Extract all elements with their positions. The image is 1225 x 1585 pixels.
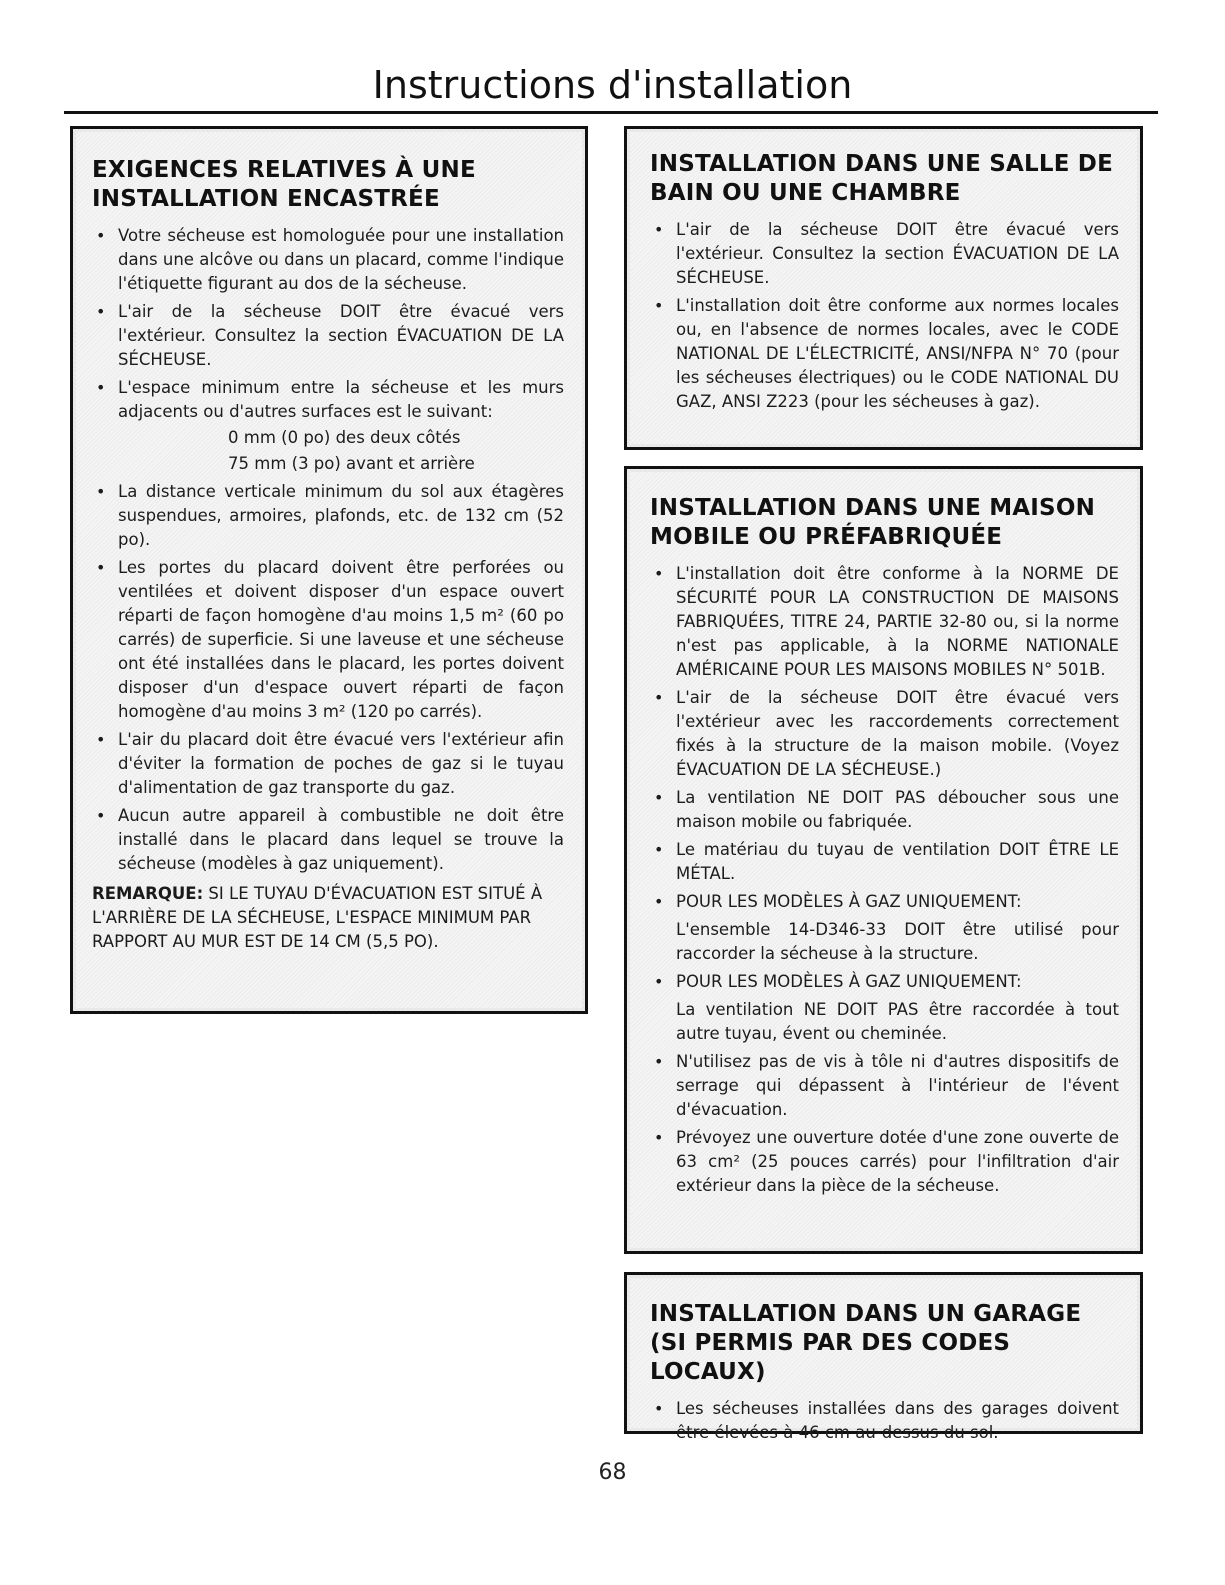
remark-note (92, 882, 564, 954)
garage-list (650, 1397, 1119, 1445)
page-title: Instructions d'installation (372, 63, 853, 107)
garage-heading: INSTALLATION DANS UN GARAGE (SI PERMIS PAR DES CODES LOCAUX) (650, 1301, 1082, 1385)
bullet-icon: • (96, 378, 106, 397)
bullet-icon: • (654, 220, 664, 239)
bullet-icon: • (96, 558, 106, 577)
garage-installation-box (624, 1272, 1143, 1442)
built-in-requirements-box (70, 126, 588, 1014)
built-in-heading: EXIGENCES RELATIVES À UNE INSTALLATION ENCASTRÉE (92, 157, 476, 212)
gas-note-1: L'ensemble 14-D346-33 DOIT être utilisé pour raccorder la sécheuse à la structure. (676, 920, 1119, 963)
gas-note-2: La ventilation NE DOIT PAS être raccordée à tout autre tuyau, évent ou cheminée. (676, 1000, 1119, 1043)
list-item: • L'air de la sécheuse DOIT être évacué vers l'extérieur. Consultez la section ÉVACUATION DE LA SÉCHEUSE. (654, 220, 1119, 287)
list-item: • Le matériau du tuyau de ventilation DOIT ÊTRE LE MÉTAL. (654, 840, 1119, 883)
bullet-icon: • (96, 730, 106, 749)
bullet-icon: • (654, 1128, 664, 1147)
bullet-icon: • (96, 806, 106, 825)
bullet-icon: • (96, 226, 106, 245)
list-item: • L'air de la sécheuse DOIT être évacué vers l'extérieur. Consultez la section ÉVACUATION DE LA SÉCHEUSE. (96, 302, 564, 369)
bullet-icon: • (654, 840, 664, 859)
mobile-home-installation-box (624, 466, 1143, 1254)
list-item: • L'air de la sécheuse DOIT être évacué vers l'extérieur avec les raccordements correctement fixés à la structure de la maison mobile. (Voyez ÉVACUATION DE LA SÉCHEUSE.) (654, 688, 1119, 779)
list-item: • L'air du placard doit être évacué vers l'extérieur afin d'éviter la formation de poches de gaz si le tuyau d'alimentation de gaz transporte du gaz. (96, 730, 564, 797)
title-divider (64, 111, 1158, 114)
built-in-list (92, 224, 564, 876)
list-item: • L'installation doit être conforme aux normes locales ou, en l'absence de normes locales, avec le CODE NATIONAL DE L'ÉLECTRICITÉ, ANSI/NFPA N° 70 (pour les sécheuses électriques) ou le CODE NATIONAL DU GAZ, ANSI Z223 (pour les sécheuses à gaz). (654, 296, 1119, 411)
bullet-icon: • (96, 482, 106, 501)
mobile-home-heading: INSTALLATION DANS UNE MAISON MOBILE OU PRÉFABRIQUÉE (650, 495, 1096, 550)
spacing-sides: 0 mm (0 po) des deux côtés (228, 428, 461, 447)
bathroom-heading: INSTALLATION DANS UNE SALLE DE BAIN OU UNE CHAMBRE (650, 151, 1114, 206)
bathroom-installation-box (624, 126, 1143, 450)
list-item: • La ventilation NE DOIT PAS déboucher sous une maison mobile ou fabriquée. (654, 788, 1119, 831)
list-item: • N'utilisez pas de vis à tôle ni d'autres dispositifs de serrage qui dépassent à l'intérieur de l'évent d'évacuation. (654, 1052, 1119, 1119)
list-item: • POUR LES MODÈLES À GAZ UNIQUEMENT: La ventilation NE DOIT PAS être raccordée à tout autre tuyau, évent ou cheminée. (650, 970, 1119, 1046)
mobile-home-list (650, 562, 1119, 1198)
bullet-icon: • (654, 1399, 664, 1418)
list-item: • Prévoyez une ouverture dotée d'une zone ouverte de 63 cm² (25 pouces carrés) pour l'infiltration d'air extérieur dans la pièce de la sécheuse. (654, 1128, 1119, 1195)
list-item: • L'espace minimum entre la sécheuse et les murs adjacents ou d'autres surfaces est le suivant: 0 mm (0 po) des deux côtés 75 mm (3 po) avant et arrière (92, 376, 564, 476)
remark-text: SI LE TUYAU D'ÉVACUATION EST SITUÉ À L'ARRIÈRE DE LA SÉCHEUSE, L'ESPACE MINIMUM PAR RAPPORT AU MUR EST DE 14 CM (5,5 PO). (92, 884, 543, 951)
bullet-icon: • (96, 302, 106, 321)
page-number: 68 (598, 1460, 627, 1485)
bullet-icon: • (654, 296, 664, 315)
bathroom-list (650, 218, 1119, 414)
list-item: • Votre sécheuse est homologuée pour une installation dans une alcôve ou dans un placard, comme l'indique l'étiquette figurant au dos de la sécheuse. (96, 226, 564, 293)
list-item: • L'installation doit être conforme à la NORME DE SÉCURITÉ POUR LA CONSTRUCTION DE MAISONS FABRIQUÉES, TITRE 24, PARTIE 32-80 ou, si la norme n'est pas applicable, à la NORME NATIONALE AMÉRICAINE POUR LES MAISONS MOBILES N° 501B. (654, 564, 1119, 679)
list-item: • La distance verticale minimum du sol aux étagères suspendues, armoires, plafonds, etc. de 132 cm (52 po). (96, 482, 564, 549)
bullet-icon: • (654, 788, 664, 807)
bullet-icon: • (654, 972, 664, 991)
bullet-icon: • (654, 688, 664, 707)
remark-label: REMARQUE: (92, 884, 204, 903)
list-item: • Aucun autre appareil à combustible ne doit être installé dans le placard dans lequel se trouve la sécheuse (modèles à gaz uniquement). (96, 806, 564, 873)
spacing-front-back: 75 mm (3 po) avant et arrière (228, 454, 475, 473)
bullet-icon: • (654, 564, 664, 583)
bullet-icon: • (654, 892, 664, 911)
bullet-icon: • (654, 1052, 664, 1071)
list-item: • Les portes du placard doivent être perforées ou ventilées et doivent disposer d'un espace ouvert réparti de façon homogène d'au moins 1,5 m² (60 po carrés) de superficie. Si une laveuse et une sécheuse ont été installées dans le placard, les portes doivent disposer d'un d'espace ouvert réparti de façon homogène d'au moins 3 m² (120 po carrés). (96, 558, 564, 721)
list-item: • POUR LES MODÈLES À GAZ UNIQUEMENT: L'ensemble 14-D346-33 DOIT être utilisé pour raccorder la sécheuse à la structure. (650, 890, 1119, 966)
list-item: • Les sécheuses installées dans des garages doivent être élevées à 46 cm au-dessus du sol. (654, 1399, 1119, 1442)
